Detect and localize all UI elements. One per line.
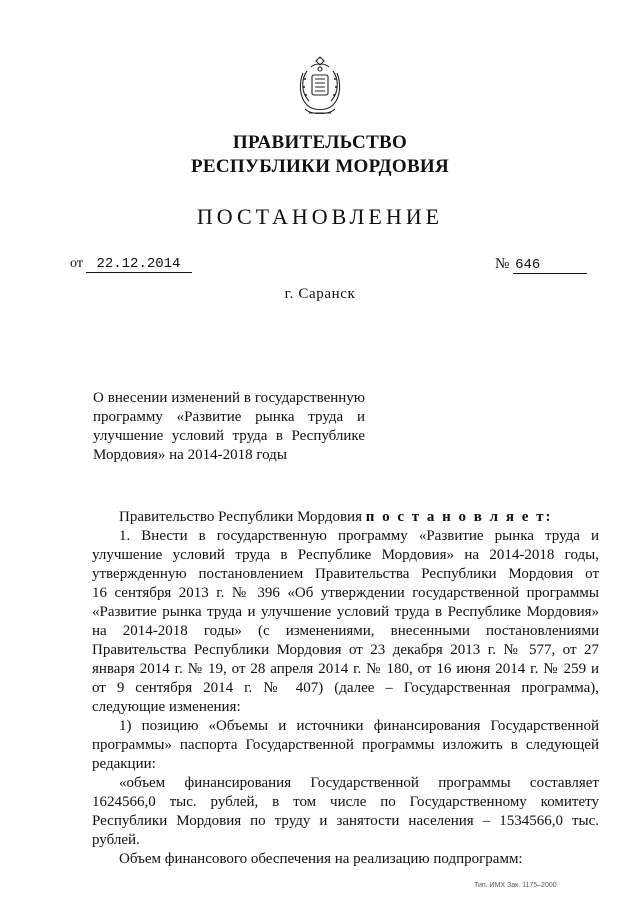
subject-line: О внесении изменений в государственную — [93, 390, 365, 406]
paragraph-1-line: на 2014-2018 годы» (с изменениями, внесенными постановлениями — [92, 623, 599, 639]
document-number: 646 — [513, 257, 587, 274]
paragraph-1-line: Правительства Республики Мордовия от 23 декабря 2013 г. № 577, от 27 — [92, 642, 599, 658]
intro-line — [92, 508, 599, 527]
paragraph-2-line: редакции: — [92, 756, 156, 772]
number-field — [495, 256, 587, 274]
paragraph-3-line: рублей. — [92, 832, 140, 848]
resolves-word: п о с т а н о в л я е т: — [365, 509, 553, 525]
paragraph-2-line: программы» паспорта Государственной программы изложить в следующей — [92, 737, 599, 753]
document-type: ПОСТАНОВЛЕНИЕ — [196, 204, 444, 229]
paragraph-1-line: от 9 сентября 2014 г. № 407) (далее – Государственная программа), — [92, 680, 599, 696]
document-subject — [93, 389, 365, 465]
paragraph-1-line: следующие изменения: — [92, 699, 241, 715]
date-field — [70, 256, 192, 273]
subject-line: улучшение условий труда в Республике — [93, 428, 365, 444]
organization-name-line1: ПРАВИТЕЛЬСТВО — [232, 132, 408, 153]
number-prefix: № — [495, 256, 510, 272]
paragraph-1-line: января 2014 г. № 19, от 28 апреля 2014 г. № 180, от 16 июня 2014 г. № 259 и — [92, 661, 599, 677]
organization-name-line2: РЕСПУБЛИКИ МОРДОВИЯ — [190, 156, 450, 177]
paragraph-1-line: улучшение условий труда в Республике Мордовия» на 2014-2018 годы, — [92, 547, 599, 563]
paragraph-3-line: Республики Мордовия по труду и занятости населения – 1534566,0 тыс. — [92, 813, 599, 829]
paragraph-1-line: 1. Внести в государственную программу «Развитие рынка труда и — [119, 528, 599, 544]
paragraph-2-line: 1) позицию «Объемы и источники финансирования Государственной — [119, 718, 599, 734]
paragraph-1-line: утвержденную постановлением Правительства Республики Мордовия от — [92, 566, 599, 582]
city-name: г. Саранск — [284, 286, 356, 302]
paragraph-1-line: 16 сентября 2013 г. № 396 «Об утверждении государственной программы — [92, 585, 599, 601]
print-code: Тип. ИМХ Зак. 1175–2000. — [474, 882, 559, 889]
paragraph-1-line: «Развитие рынка труда и улучшение условий труда в Республике Мордовия» — [92, 604, 599, 620]
paragraph-4-line: Объем финансового обеспечения на реализацию подпрограмм: — [119, 851, 523, 867]
document-body — [92, 508, 599, 869]
subject-line: программу «Развитие рынка труда и — [93, 409, 365, 425]
paragraph-3-line: 1624566,0 тыс. рублей, в том числе по Государственному комитету — [92, 794, 599, 810]
date-prefix: от — [70, 256, 83, 271]
paragraph-3-line: «объем финансирования Государственной программы составляет — [119, 775, 599, 791]
intro-text: Правительство Республики Мордовия — [119, 509, 362, 525]
coat-of-arms-icon — [291, 53, 349, 119]
subject-line: Мордовия» на 2014-2018 годы — [93, 447, 287, 463]
document-date: 22.12.2014 — [86, 256, 192, 273]
